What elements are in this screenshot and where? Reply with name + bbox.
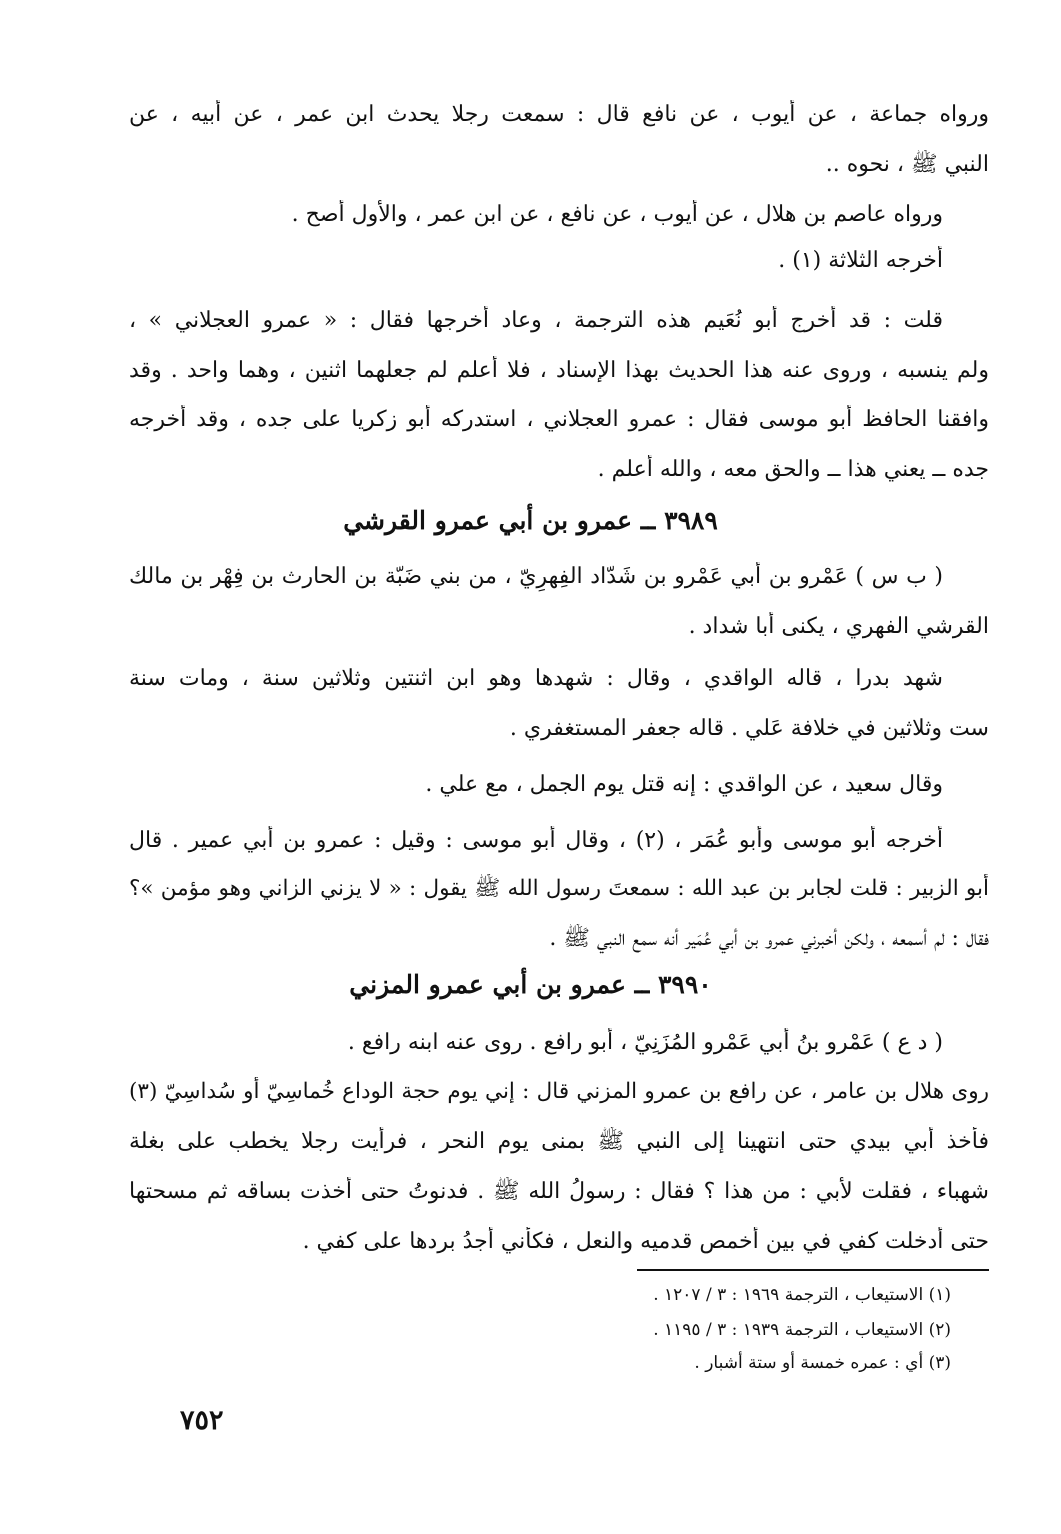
entry-heading-3989: ٣٩٨٩ ــ عمرو بن أبي عمرو القرشي xyxy=(343,506,718,535)
footnote: (٢) الاستيعاب ، الترجمة ١٩٣٩ : ٣ / ١١٩٥ . xyxy=(653,1320,951,1340)
body-line: أبو الزبير : قلت لجابر بن عبد الله : سمعتَ رسول الله ﷺ يقول : « لا يزني الزاني وهو مؤمن »؟ xyxy=(129,876,989,901)
body-line: ورواه جماعة ، عن أيوب ، عن نافع قال : سمعت رجلا يحدث ابن عمر ، عن أبيه ، عن xyxy=(129,102,989,127)
body-line: ولم ينسبه ، وروى عنه هذا الحديث بهذا الإسناد ، فلا أعلم لم جعلهما اثنين ، وهما واحد . وقد xyxy=(129,358,989,383)
body-line: ورواه عاصم بن هلال ، عن أيوب ، عن نافع ، عن ابن عمر ، والأول أصح . xyxy=(291,202,943,227)
footnote-divider xyxy=(637,1269,989,1271)
body-line: فقال : لم أسمعه ، ولكن أخبرني عمرو بن أبي عُمَير أنه سمع النبي ﷺ . xyxy=(549,926,989,951)
body-line: روى هلال بن عامر ، عن رافع بن عمرو المزني قال : إني يوم حجة الوداع خُماسِيّ أو سُداسِيّ (٣) xyxy=(129,1079,989,1104)
body-line: القرشي الفهري ، يكنى أبا شداد . xyxy=(688,614,989,639)
body-line: وقال سعيد ، عن الواقدي : إنه قتل يوم الجمل ، مع علي . xyxy=(425,772,943,797)
body-line: النبي ﷺ ، نحوه .. xyxy=(825,152,989,177)
body-line: وافقنا الحافظ أبو موسى فقال : عمرو العجلاني ، استدركه أبو زكريا على جده ، وقد أخرجه xyxy=(129,407,989,432)
body-line: قلت : قد أخرج أبو نُعَيم هذه الترجمة ، وعاد أخرجها فقال : « عمرو العجلاني » ، xyxy=(129,308,943,333)
body-line: أخرجه الثلاثة (١) . xyxy=(778,248,943,273)
body-line: فأخذ أبي بيدي حتى انتهينا إلى النبي ﷺ بمنى يوم النحر ، فرأيت رجلا يخطب على بغلة xyxy=(129,1129,989,1154)
body-line: حتى أدخلت كفي في بين أخمص قدميه والنعل ، فكأني أجدُ بردها على كفي . xyxy=(302,1229,989,1254)
footnote: (٣) أي : عمره خمسة أو ستة أشبار . xyxy=(694,1353,951,1373)
body-line: أخرجه أبو موسى وأبو عُمَر ، (٢) ، وقال أبو موسى : وقيل : عمرو بن أبي عمير . قال xyxy=(129,828,943,853)
body-line: شهد بدرا ، قاله الواقدي ، وقال : شهدها وهو ابن اثنتين وثلاثين سنة ، ومات سنة xyxy=(129,666,943,691)
body-line: جده ــ يعني هذا ــ والحق معه ، والله أعلم . xyxy=(597,457,989,482)
body-line: ست وثلاثين في خلافة عَلي . قاله جعفر المستغفري . xyxy=(509,716,989,741)
footnote: (١) الاستيعاب ، الترجمة ١٩٦٩ : ٣ / ١٢٠٧ . xyxy=(653,1285,951,1305)
page-number: ٧٥٢ xyxy=(180,1405,224,1436)
body-line: ( د ع ) عَمْرو بنُ أبي عَمْرو المُزَنِيّ ، أبو رافع . روى عنه ابنه رافع . xyxy=(347,1030,943,1055)
body-line: ( ب س ) عَمْرو بن أبي عَمْرو بن شَدّاد الفِهرِيّ ، من بني ضَبّة بن الحارث بن فِهْر بن مالك xyxy=(129,564,943,589)
body-line: شهباء ، فقلت لأبي : من هذا ؟ فقال : رسولُ الله ﷺ . فدنوتُ حتى أخذت بساقه ثم مسحتها xyxy=(129,1179,989,1204)
entry-heading-3990: ٣٩٩٠ ــ عمرو بن أبي عمرو المزني xyxy=(349,970,712,999)
